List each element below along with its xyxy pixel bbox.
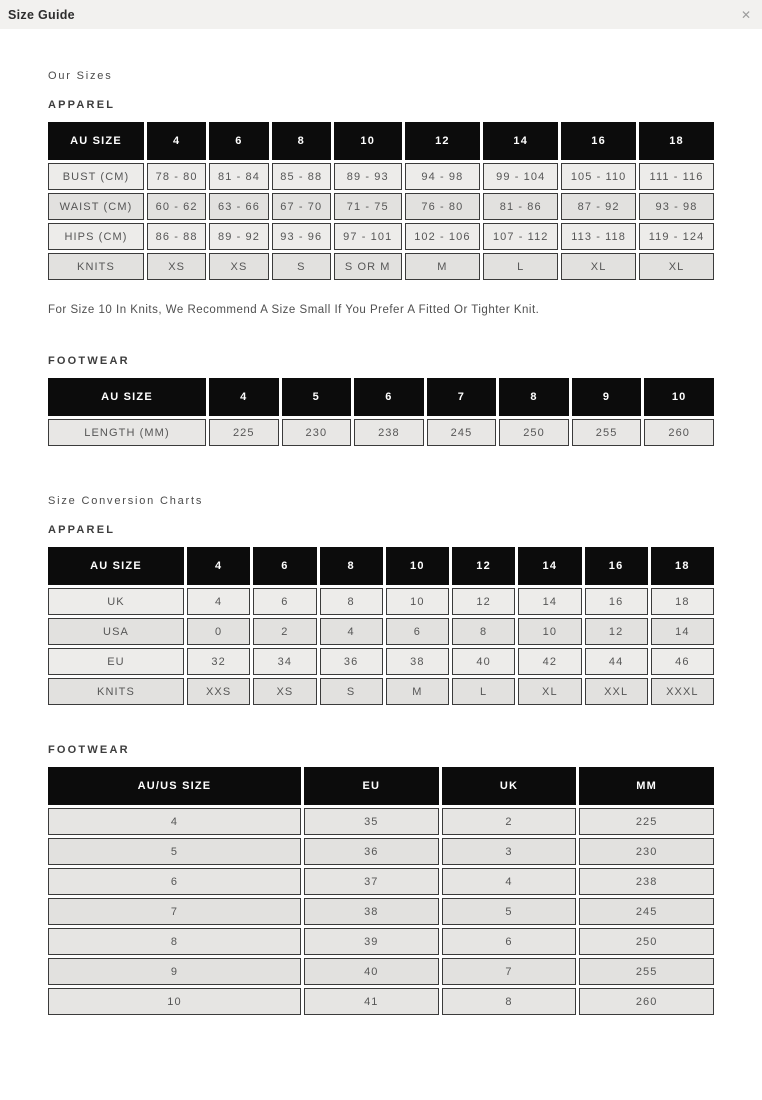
table-cell: 44 [585,648,648,675]
table-row [48,988,714,1015]
table-cell: 7 [442,958,577,985]
table-cell: 0 [187,618,250,645]
table-cell: 250 [579,928,714,955]
table-cell: XXXL [651,678,714,705]
table-cell: 36 [304,838,439,865]
table-cell: 89 - 92 [209,223,268,250]
table-cell: 94 - 98 [405,163,481,190]
table-cell: 8 [452,618,515,645]
table-cell: XL [639,253,714,280]
row-label-cell: UK [48,588,184,615]
table-row [48,928,714,955]
table-cell: M [405,253,481,280]
table-cell: 238 [579,868,714,895]
table-cell: 35 [304,808,439,835]
row-label-cell: BUST (CM) [48,163,144,190]
table-cell: 260 [579,988,714,1015]
table-cell: 225 [209,419,279,446]
table-cell: S [272,253,331,280]
page-title: Size Guide [8,7,75,22]
conversion-footwear-table [45,764,717,1018]
table-cell: 46 [651,648,714,675]
table-cell: 113 - 118 [561,223,636,250]
table-row [48,163,714,190]
table-column-header-cell: AU/US SIZE [48,767,301,805]
close-icon[interactable]: ✕ [740,7,751,22]
table-cell: 81 - 84 [209,163,268,190]
our-sizes-apparel-label: APPAREL [48,99,116,111]
table-cell: XS [209,253,268,280]
table-cell: 85 - 88 [272,163,331,190]
our-sizes-heading: Our Sizes [48,70,113,82]
table-cell: L [452,678,515,705]
row-label-cell: USA [48,618,184,645]
table-cell: 78 - 80 [147,163,206,190]
our-sizes-apparel-table [45,119,717,283]
table-cell: 3 [442,838,577,865]
table-column-header-cell: 8 [272,122,331,160]
table-cell: 41 [304,988,439,1015]
our-sizes-footwear-label: FOOTWEAR [48,355,130,367]
table-cell: XL [561,253,636,280]
table-cell: 6 [253,588,316,615]
table-cell: 111 - 116 [639,163,714,190]
table-cell: 230 [282,419,352,446]
table-column-header-cell: 7 [427,378,497,416]
table-cell: 34 [253,648,316,675]
table-column-header-cell: 12 [405,122,481,160]
table-cell: 93 - 96 [272,223,331,250]
row-label-cell: LENGTH (MM) [48,419,206,446]
table-column-header-cell: 10 [386,547,449,585]
table-cell: 93 - 98 [639,193,714,220]
table-column-header-cell: UK [442,767,577,805]
conversion-apparel-label: APPAREL [48,524,116,536]
table-cell: 14 [651,618,714,645]
table-cell: L [483,253,558,280]
table-row [48,838,714,865]
table-cell: 10 [48,988,301,1015]
table-cell: 10 [518,618,581,645]
table-cell: XXL [585,678,648,705]
table-cell: 230 [579,838,714,865]
table-cell: 102 - 106 [405,223,481,250]
table-column-header-cell: 4 [209,378,279,416]
table-corner-header-cell: AU SIZE [48,378,206,416]
table-cell: 6 [442,928,577,955]
table-cell: 2 [442,808,577,835]
table-cell: 12 [452,588,515,615]
table-cell: 6 [48,868,301,895]
table-column-header-cell: 6 [354,378,424,416]
table-cell: XXS [187,678,250,705]
table-column-header-cell: 12 [452,547,515,585]
table-cell: 7 [48,898,301,925]
table-cell: 40 [452,648,515,675]
table-cell: 5 [442,898,577,925]
table-column-header-cell: 10 [644,378,714,416]
table-cell: 12 [585,618,648,645]
table-cell: 36 [320,648,383,675]
table-cell: 32 [187,648,250,675]
table-cell: 4 [442,868,577,895]
table-row [48,193,714,220]
table-cell: 4 [187,588,250,615]
table-row [48,223,714,250]
table-cell: XS [147,253,206,280]
table-cell: 10 [386,588,449,615]
table-cell: 14 [518,588,581,615]
table-cell: 8 [442,988,577,1015]
table-cell: 42 [518,648,581,675]
table-cell: 255 [579,958,714,985]
table-row [48,958,714,985]
table-cell: 8 [48,928,301,955]
table-row [48,678,714,705]
table-row [48,868,714,895]
table-cell: 38 [386,648,449,675]
table-cell: 99 - 104 [483,163,558,190]
table-cell: 81 - 86 [483,193,558,220]
row-label-cell: WAIST (CM) [48,193,144,220]
knits-size-note: For Size 10 In Knits, We Recommend A Size Small If You Prefer A Fitted Or Tighter Knit. [48,304,540,316]
size-guide-content [48,70,714,1018]
table-column-header-cell: 14 [483,122,558,160]
table-column-header-cell: EU [304,767,439,805]
table-cell: 245 [579,898,714,925]
modal-header [0,0,762,29]
table-cell: 76 - 80 [405,193,481,220]
conversion-apparel-table [45,544,717,708]
table-cell: 37 [304,868,439,895]
row-label-cell: KNITS [48,678,184,705]
table-header-row [48,767,714,805]
table-cell: XS [253,678,316,705]
table-cell: 105 - 110 [561,163,636,190]
table-cell: 71 - 75 [334,193,402,220]
table-cell: 6 [386,618,449,645]
table-column-header-cell: 8 [320,547,383,585]
table-cell: 38 [304,898,439,925]
table-cell: S [320,678,383,705]
table-column-header-cell: 16 [561,122,636,160]
table-cell: 40 [304,958,439,985]
table-column-header-cell: 18 [639,122,714,160]
table-cell: 18 [651,588,714,615]
row-label-cell: HIPS (CM) [48,223,144,250]
table-column-header-cell: 5 [282,378,352,416]
table-cell: S OR M [334,253,402,280]
table-cell: 97 - 101 [334,223,402,250]
table-cell: 16 [585,588,648,615]
table-cell: 39 [304,928,439,955]
table-header-row [48,378,714,416]
table-column-header-cell: MM [579,767,714,805]
table-cell: 2 [253,618,316,645]
table-row [48,253,714,280]
table-cell: 9 [48,958,301,985]
table-column-header-cell: 14 [518,547,581,585]
table-cell: 60 - 62 [147,193,206,220]
table-column-header-cell: 16 [585,547,648,585]
table-corner-header-cell: AU SIZE [48,547,184,585]
table-row [48,588,714,615]
table-cell: 89 - 93 [334,163,402,190]
table-header-row [48,122,714,160]
table-cell: 245 [427,419,497,446]
row-label-cell: KNITS [48,253,144,280]
table-column-header-cell: 6 [253,547,316,585]
table-cell: 250 [499,419,569,446]
table-cell: 107 - 112 [483,223,558,250]
table-cell: 86 - 88 [147,223,206,250]
table-row [48,648,714,675]
table-row [48,618,714,645]
table-cell: 87 - 92 [561,193,636,220]
table-corner-header-cell: AU SIZE [48,122,144,160]
row-label-cell: EU [48,648,184,675]
table-cell: 5 [48,838,301,865]
table-cell: XL [518,678,581,705]
our-sizes-footwear-table [45,375,717,449]
table-row [48,419,714,446]
conversion-footwear-label: FOOTWEAR [48,744,130,756]
table-cell: 238 [354,419,424,446]
table-column-header-cell: 8 [499,378,569,416]
table-cell: 63 - 66 [209,193,268,220]
table-header-row [48,547,714,585]
table-cell: 260 [644,419,714,446]
conversion-charts-heading: Size Conversion Charts [48,495,204,507]
table-column-header-cell: 18 [651,547,714,585]
table-cell: 4 [320,618,383,645]
table-column-header-cell: 4 [147,122,206,160]
table-row [48,898,714,925]
table-cell: 225 [579,808,714,835]
table-row [48,808,714,835]
table-column-header-cell: 10 [334,122,402,160]
table-cell: 4 [48,808,301,835]
table-column-header-cell: 6 [209,122,268,160]
table-cell: M [386,678,449,705]
table-column-header-cell: 4 [187,547,250,585]
table-cell: 8 [320,588,383,615]
table-cell: 255 [572,419,642,446]
table-cell: 67 - 70 [272,193,331,220]
table-cell: 119 - 124 [639,223,714,250]
table-column-header-cell: 9 [572,378,642,416]
